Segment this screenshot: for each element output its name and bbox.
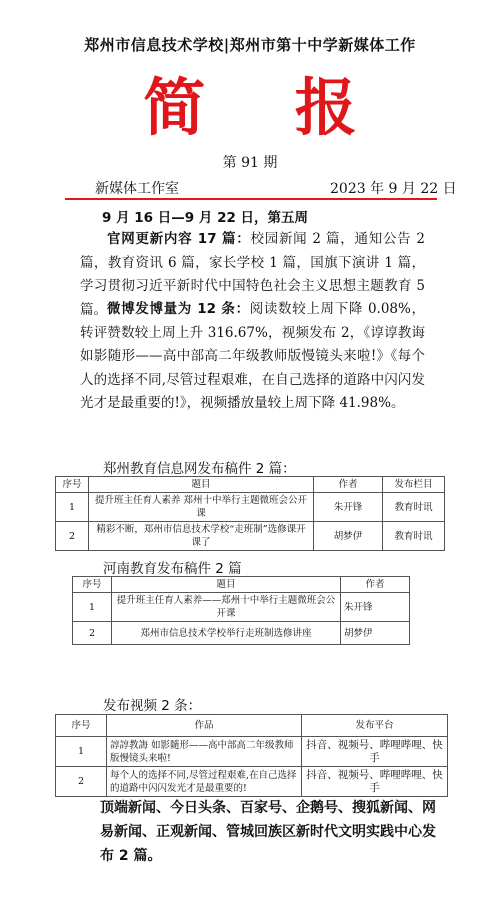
- col-header: 题目: [89, 477, 314, 493]
- cell-author: 胡梦伊: [314, 522, 383, 551]
- col-header: 序号: [56, 477, 89, 493]
- cell-index: 2: [73, 622, 112, 645]
- col-header: 序号: [56, 715, 107, 737]
- cell-author: 朱开锋: [314, 493, 383, 522]
- weibo-summary: [80, 298, 425, 416]
- report-date: 2023 年 9 月 22 日: [330, 181, 457, 197]
- cell-title: 提升班主任育人素养 郑州十中举行主题微班会公开课: [89, 493, 314, 522]
- section1-title: 郑州教育信息网发布稿件 2 篇：: [103, 461, 296, 477]
- cell-author: 朱开锋: [341, 593, 410, 622]
- col-header: 作者: [314, 477, 383, 493]
- cell-index: 2: [56, 522, 89, 551]
- cell-index: 2: [56, 767, 107, 797]
- table-row: [73, 622, 410, 645]
- cell-index: 1: [56, 737, 107, 767]
- weibo-text: 阅读数较上周下降 0.08%，转评赞数较上周上升 316.67%，视频发布 2，《谆谆教诲 如影随形——高中部高二年级教师版慢镜头来啦!》《每个人的选择不同,尽管过程艰难，在自己选择的道路中闪闪发光才是最重要的!》，视频播放量较上周下降 41.98%。: [80, 301, 425, 411]
- col-header: 序号: [73, 577, 112, 593]
- cell-index: 1: [56, 493, 89, 522]
- cell-title: 精彩不断，郑州市信息技术学校“走班制”选修课开课了: [89, 522, 314, 551]
- table-header-row: [73, 577, 410, 593]
- video-table: [55, 714, 448, 797]
- table-row: [56, 522, 445, 551]
- cell-index: 1: [73, 593, 112, 622]
- zhengzhou-edu-table: [55, 476, 445, 551]
- col-header: 作者: [341, 577, 410, 593]
- table-row: [56, 737, 448, 767]
- col-header: 发布平台: [302, 715, 448, 737]
- issue-number: 第 91 期: [222, 155, 278, 171]
- section3-title: 发布视频 2 条：: [103, 698, 202, 714]
- cell-title: 每个人的选择不同,尽管过程艰难,在自己选择的道路中闪闪发光才是最重要的!: [107, 767, 302, 797]
- table-row: [56, 767, 448, 797]
- weibo-lead: 微博发博量为 12 条：: [107, 301, 250, 317]
- cell-author: 胡梦伊: [341, 622, 410, 645]
- table-header-row: [56, 715, 448, 737]
- col-header: 题目: [112, 577, 341, 593]
- cell-title: 提升班主任育人素养——郑州十中举行主题微班会公开课: [112, 593, 341, 622]
- office-name: 新媒体工作室: [95, 181, 179, 197]
- col-header: 发布栏目: [383, 477, 445, 493]
- report-title: 简 报: [143, 71, 391, 144]
- cell-platform: 抖音、视频号、哔哩哔哩、快手: [302, 767, 448, 797]
- cell-title: 郑州市信息技术学校举行走班制选修讲座: [112, 622, 341, 645]
- cell-column: 教育时讯: [383, 493, 445, 522]
- week-range: 9 月 16 日—9 月 22 日，第五周: [102, 210, 309, 226]
- cell-title: 諄諄教誨 如影隨形——高中部高二年级教师版慢镜头来啦!: [107, 737, 302, 767]
- table-row: [73, 593, 410, 622]
- table-header-row: [56, 477, 445, 493]
- henan-edu-table: [72, 576, 410, 645]
- cell-platform: 抖音、视频号、哔哩哔哩、快手: [302, 737, 448, 767]
- footer-summary: 顶端新闻、今日头条、百家号、企鹅号、搜狐新闻、网易新闻、正观新闻、管城回族区新时代文明实践中心发布 2 篇。: [100, 800, 436, 864]
- cell-column: 教育时讯: [383, 522, 445, 551]
- website-lead: 官网更新内容 17 篇：: [107, 231, 251, 247]
- red-divider: [65, 198, 437, 200]
- report-header: 郑州市信息技术学校|郑州市第十中学新媒体工作: [84, 36, 416, 54]
- table-row: [56, 493, 445, 522]
- section2-title: 河南教育发布稿件 2 篇: [103, 561, 242, 577]
- col-header: 作品: [107, 715, 302, 737]
- website-text: 校园新闻 2 篇，通知公告 2 篇，教育资讯 6 篇，家长学校 1 篇，国旗下演讲 1 篇，学习贯彻习近平新时代中国特色社会主义思想主题教育 5 篇。: [80, 231, 426, 318]
